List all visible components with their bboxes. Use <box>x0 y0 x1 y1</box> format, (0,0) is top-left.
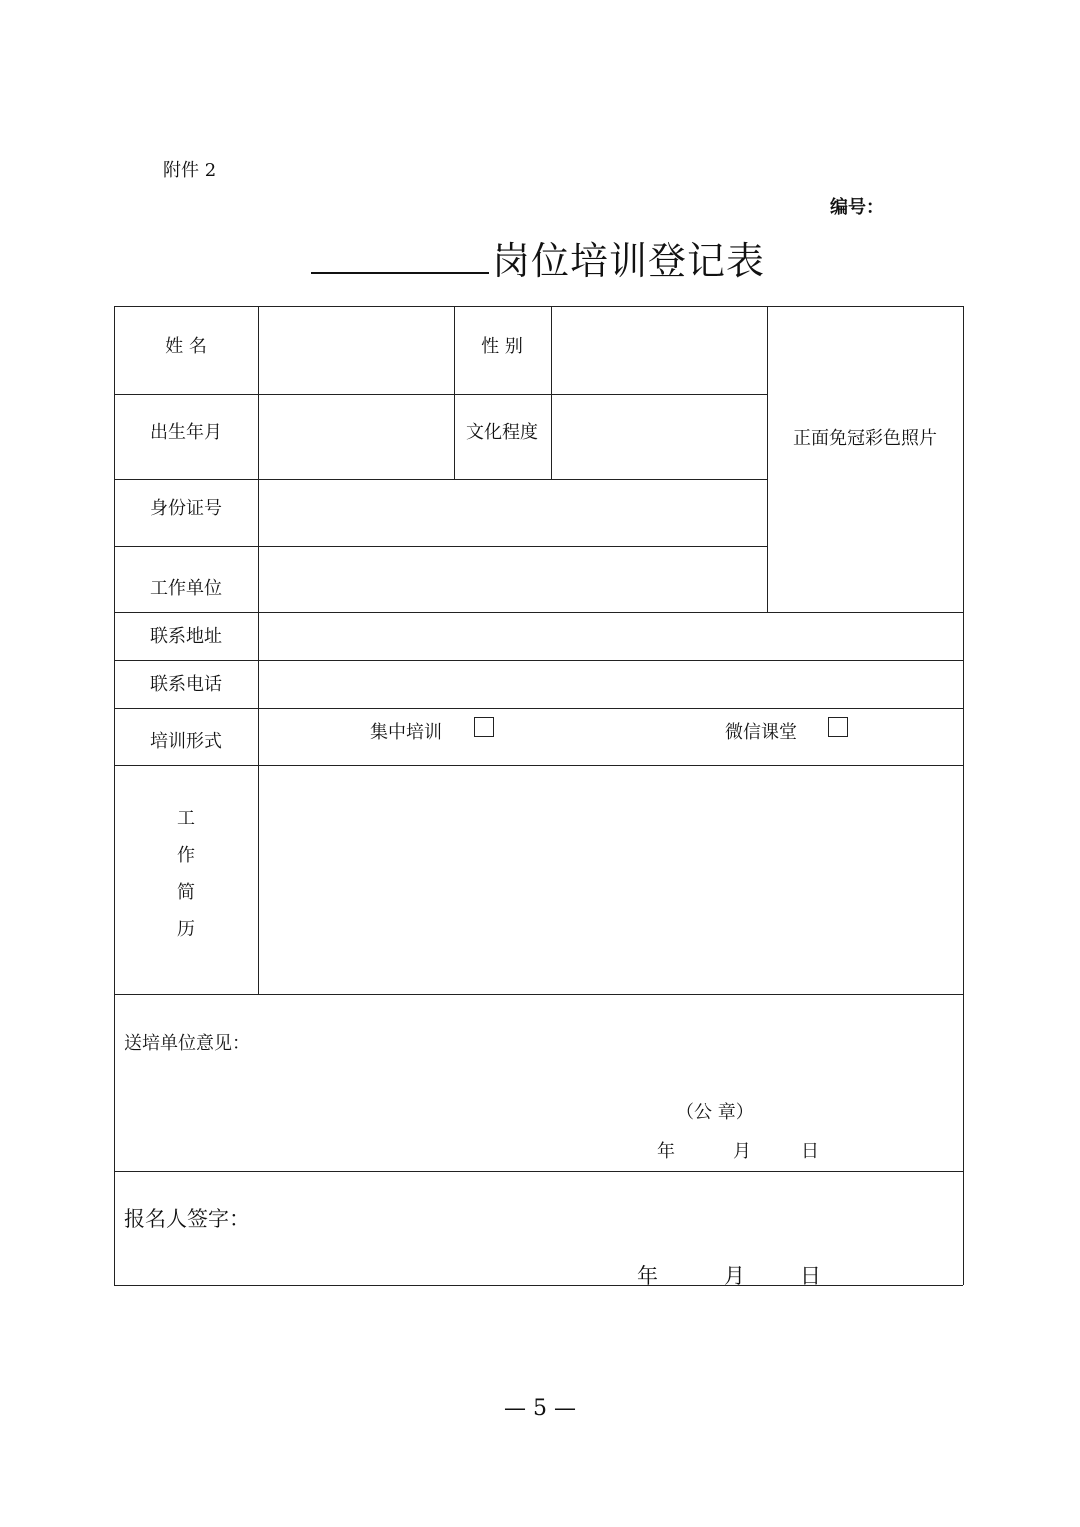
table-border-bottom <box>114 1285 963 1286</box>
table-border-right <box>963 306 964 1285</box>
birth-input[interactable] <box>259 395 453 479</box>
resume-label-char: 简 <box>177 882 195 903</box>
work-unit-input[interactable] <box>259 547 766 612</box>
name-input[interactable] <box>259 307 453 394</box>
signature-year-label: 年 <box>637 1264 658 1288</box>
resume-label-char: 工 <box>177 808 195 829</box>
photo-area[interactable] <box>768 307 962 612</box>
row-divider <box>114 1171 963 1172</box>
opinion-month-label: 月 <box>733 1141 751 1162</box>
work-unit-label: 工作单位 <box>150 578 222 599</box>
phone-label: 联系电话 <box>150 674 222 695</box>
gender-input[interactable] <box>552 307 766 394</box>
serial-number-label: 编号： <box>830 197 884 218</box>
birth-label: 出生年月 <box>150 422 222 443</box>
education-input[interactable] <box>552 395 766 479</box>
training-form-label: 培训形式 <box>150 731 222 752</box>
opinion-input[interactable] <box>115 1060 962 1170</box>
opinion-label: 送培单位意见： <box>124 1033 250 1054</box>
signature-input[interactable] <box>250 1180 950 1250</box>
resume-label-char: 历 <box>177 919 195 940</box>
row-divider <box>114 708 963 709</box>
resume-label <box>170 800 202 948</box>
resume-input[interactable] <box>259 766 962 994</box>
page-number: — 5 — <box>504 1396 576 1421</box>
resume-label-char: 作 <box>177 845 195 866</box>
column-divider <box>454 306 455 479</box>
signer-label: 报名人签字： <box>124 1207 250 1231</box>
address-label: 联系地址 <box>150 626 222 647</box>
form-title: 岗位培训登记表 <box>492 239 766 283</box>
centralized-checkbox[interactable] <box>474 717 494 737</box>
title-blank-line[interactable] <box>311 272 489 274</box>
option-centralized-label: 集中培训 <box>370 722 442 743</box>
name-label: 姓 名 <box>165 336 207 357</box>
address-input[interactable] <box>259 613 962 660</box>
gender-label: 性 别 <box>481 336 523 357</box>
education-label: 文化程度 <box>466 422 538 443</box>
phone-input[interactable] <box>259 661 962 708</box>
opinion-year-label: 年 <box>657 1141 675 1162</box>
option-wechat-label: 微信课堂 <box>725 722 797 743</box>
opinion-day-label: 日 <box>801 1141 819 1162</box>
photo-label: 正面免冠彩色照片 <box>793 428 937 449</box>
attachment-label: 附件 2 <box>163 160 217 181</box>
signature-day-label: 日 <box>800 1264 821 1288</box>
id-number-label: 身份证号 <box>150 498 222 519</box>
signature-month-label: 月 <box>724 1264 745 1288</box>
row-divider <box>114 994 963 995</box>
seal-label: （公 章） <box>676 1102 754 1123</box>
wechat-checkbox[interactable] <box>828 717 848 737</box>
id-number-input[interactable] <box>259 480 766 546</box>
